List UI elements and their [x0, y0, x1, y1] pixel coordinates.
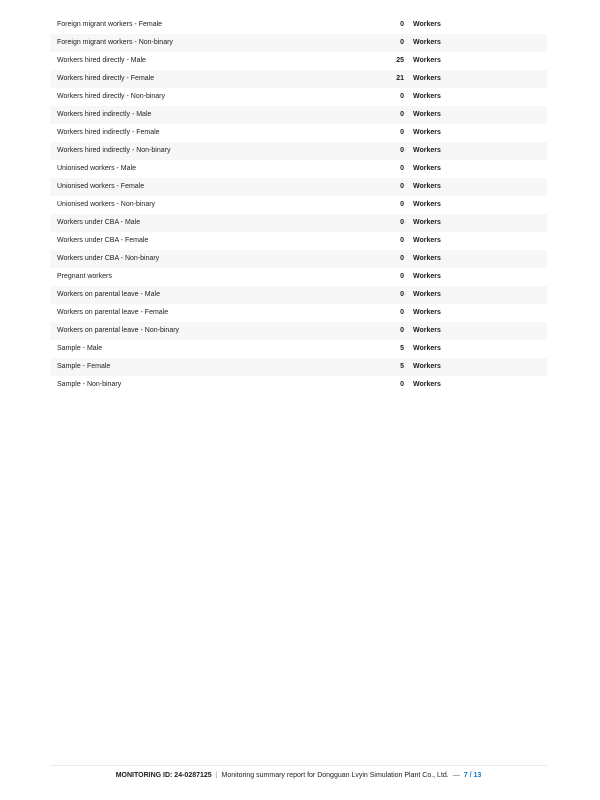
row-value: 0 [400, 183, 404, 190]
row-unit: Workers [413, 129, 441, 136]
row-label: Workers on parental leave - Non-binary [57, 327, 180, 334]
row-value: 0 [400, 147, 404, 154]
row-label: Foreign migrant workers - Female [57, 21, 163, 28]
table-row [50, 142, 547, 160]
row-value: 21 [396, 75, 404, 82]
row-label: Workers hired directly - Female [57, 75, 155, 82]
row-unit: Workers [413, 75, 441, 82]
row-label: Unionised workers - Non-binary [57, 201, 156, 208]
table-row [50, 250, 547, 268]
row-unit: Workers [413, 309, 441, 316]
row-unit: Workers [413, 201, 441, 208]
footer-text [50, 771, 547, 781]
row-value: 0 [400, 39, 404, 46]
row-value: 0 [400, 255, 404, 262]
row-label: Unionised workers - Female [57, 183, 145, 190]
row-value: 0 [400, 219, 404, 226]
row-unit: Workers [413, 111, 441, 118]
row-unit: Workers [413, 327, 441, 334]
row-unit: Workers [413, 255, 441, 262]
table-row [50, 358, 547, 376]
row-unit: Workers [413, 363, 441, 370]
row-unit: Workers [413, 237, 441, 244]
row-label: Workers hired directly - Male [57, 57, 146, 64]
workers-table [50, 16, 547, 394]
row-label: Sample - Female [57, 363, 111, 370]
row-value: 25 [396, 57, 404, 64]
row-unit: Workers [413, 219, 441, 226]
table-row [50, 340, 547, 358]
table-row [50, 286, 547, 304]
report-title: Monitoring summary report for Dongguan Lvyin Simulation Plant Co., Ltd. [221, 772, 449, 779]
row-value: 0 [400, 111, 404, 118]
table-row [50, 160, 547, 178]
row-label: Foreign migrant workers - Non-binary [57, 39, 173, 46]
row-value: 0 [400, 165, 404, 172]
row-value: 0 [400, 237, 404, 244]
row-label: Workers on parental leave - Male [57, 291, 160, 298]
table-row [50, 52, 547, 70]
row-unit: Workers [413, 39, 441, 46]
row-label: Workers under CBA - Non-binary [57, 255, 160, 262]
table-row [50, 268, 547, 286]
row-label: Pregnant workers [57, 273, 112, 280]
row-label: Workers under CBA - Male [57, 219, 141, 226]
row-label: Unionised workers - Male [57, 165, 136, 172]
page-number: 7 / 13 [463, 772, 482, 779]
table-row [50, 376, 547, 394]
row-unit: Workers [413, 57, 441, 64]
row-value: 0 [400, 273, 404, 280]
row-label: Workers on parental leave - Female [57, 309, 169, 316]
row-unit: Workers [413, 381, 441, 388]
table-row [50, 214, 547, 232]
row-unit: Workers [413, 147, 441, 154]
row-unit: Workers [413, 273, 441, 280]
row-unit: Workers [413, 21, 441, 28]
row-unit: Workers [413, 165, 441, 172]
row-value: 0 [400, 201, 404, 208]
row-value: 0 [400, 309, 404, 316]
row-label: Sample - Non-binary [57, 381, 122, 388]
row-value: 5 [400, 345, 404, 352]
row-value: 5 [400, 363, 404, 370]
row-value: 0 [400, 93, 404, 100]
row-label: Workers hired indirectly - Non-binary [57, 147, 171, 154]
table-row [50, 178, 547, 196]
monitoring-id: MONITORING ID: 24-0287125 [115, 772, 212, 779]
row-unit: Workers [413, 93, 441, 100]
row-label: Workers under CBA - Female [57, 237, 149, 244]
table-row [50, 34, 547, 52]
row-label: Sample - Male [57, 345, 103, 352]
row-label: Workers hired indirectly - Female [57, 129, 160, 136]
row-value: 0 [400, 129, 404, 136]
table-row [50, 106, 547, 124]
row-value: 0 [400, 381, 404, 388]
table-row [50, 88, 547, 106]
page-footer [50, 765, 547, 781]
row-label: Workers hired directly - Non-binary [57, 93, 166, 100]
table-row [50, 124, 547, 142]
table-row [50, 16, 547, 34]
table-row [50, 304, 547, 322]
footer-separator: | [215, 772, 218, 779]
row-unit: Workers [413, 291, 441, 298]
table-row [50, 70, 547, 88]
footer-dash: — [452, 772, 460, 779]
row-value: 0 [400, 327, 404, 334]
row-value: 0 [400, 21, 404, 28]
table-row [50, 196, 547, 214]
row-unit: Workers [413, 345, 441, 352]
row-value: 0 [400, 291, 404, 298]
row-label: Workers hired indirectly - Male [57, 111, 152, 118]
row-unit: Workers [413, 183, 441, 190]
table-row [50, 322, 547, 340]
table-row [50, 232, 547, 250]
